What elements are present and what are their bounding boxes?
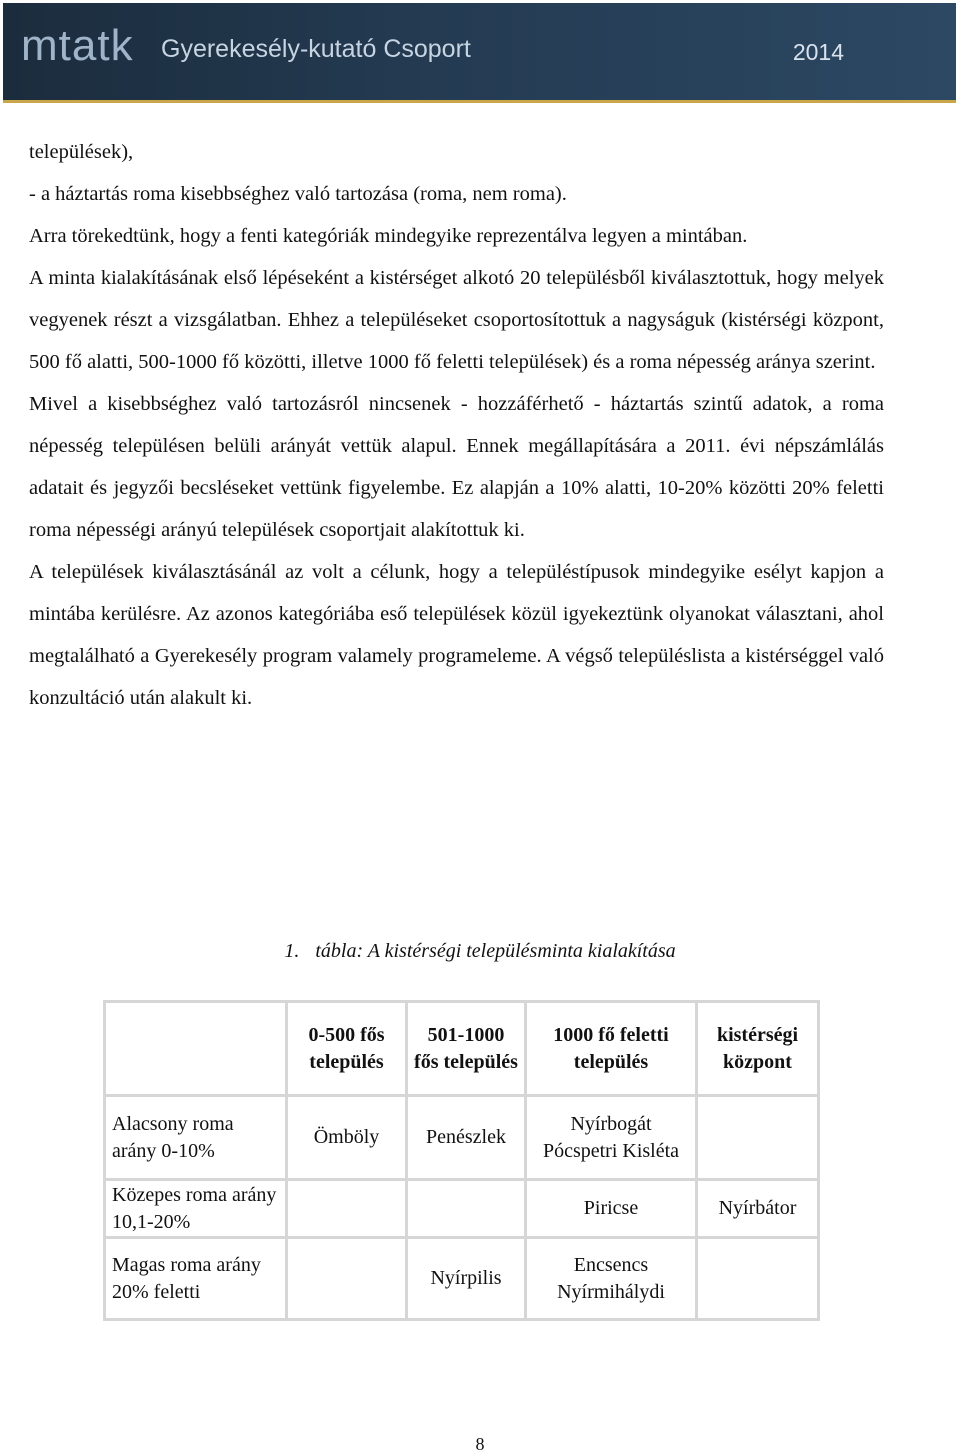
- header-cell: 0-500 fős település: [287, 1002, 407, 1096]
- caption-text: tábla: A kistérségi településminta kialakítása: [315, 940, 676, 962]
- table-cell: [287, 1180, 407, 1238]
- table-header-row: [105, 1002, 819, 1096]
- paragraph: A minta kialakításának első lépéseként a kistérséget alkotó 20 településből kiválasztottuk, hogy melyek vegyenek részt a vizsgálatban. Ehhez a településeket csoportosítottuk a nagyságuk (kistérségi központ, 500 fő alatti, 500-1000 fő közötti, illetve 1000 fő feletti települések) és a roma népesség aránya szerint.: [29, 267, 884, 373]
- header-year: 2014: [792, 39, 844, 65]
- table-row: [105, 1238, 819, 1320]
- paragraph: Mivel a kisebbséghez való tartozásról nincsenek - hozzáférhető - háztartás szintű adatok, a roma népesség településen belüli arányát vettük alapul. Ennek megállapítására a 2011. évi népszámlálás adatait és jegyzői becsléseket vettünk figyelembe. Ez alapján a 10% alatti, 10-20% közötti 20% feletti roma népességi arányú települések csoportjait alakítottuk ki.: [29, 393, 884, 541]
- header-subtitle: Gyerekesély-kutató Csoport: [161, 35, 471, 63]
- table-cell: [697, 1238, 819, 1320]
- header-banner: [3, 3, 956, 100]
- paragraph: - a háztartás roma kisebbséghez való tartozása (roma, nem roma).: [29, 183, 567, 205]
- table-cell: [407, 1180, 526, 1238]
- header-cell: 1000 fő feletti település: [526, 1002, 697, 1096]
- table-cell: Nyírbátor: [697, 1180, 819, 1238]
- table-cell: [697, 1096, 819, 1180]
- paragraph: Arra törekedtünk, hogy a fenti kategóriák mindegyike reprezentálva legyen a mintában.: [29, 225, 748, 247]
- table-row: [105, 1096, 819, 1180]
- table-cell: Piricse: [526, 1180, 697, 1238]
- paragraph: települések),: [29, 141, 134, 163]
- sample-table: [103, 1000, 820, 1321]
- row-label: Magas roma arány 20% feletti: [105, 1238, 287, 1320]
- table-cell: Penészlek: [407, 1096, 526, 1180]
- row-label: Közepes roma arány 10,1-20%: [105, 1180, 287, 1238]
- header-cell: 501-1000 fős település: [407, 1002, 526, 1096]
- caption-number: 1.: [284, 940, 300, 962]
- body-text: [29, 131, 884, 719]
- table-caption: [0, 940, 960, 963]
- table-cell: Nyírpilis: [407, 1238, 526, 1320]
- row-label: Alacsony roma arány 0-10%: [105, 1096, 287, 1180]
- table-row: [105, 1180, 819, 1238]
- paragraph: A települések kiválasztásánál az volt a célunk, hogy a településtípusok mindegyike esélyt kapjon a mintába kerülésre. Az azonos kategóriába eső települések közül igyekeztünk olyanokat választani, ahol megtalálható a Gyerekesély program valamely programeleme. A végső településlista a kistérséggel való konzultáció után alakult ki.: [29, 561, 884, 709]
- logo: mtatk: [21, 21, 134, 70]
- table-cell: [287, 1238, 407, 1320]
- header-rule: [3, 100, 956, 103]
- table-cell: Encsencs Nyírmihálydi: [526, 1238, 697, 1320]
- table-cell: Nyírbogát Pócspetri Kisléta: [526, 1096, 697, 1180]
- table-corner-cell: [105, 1002, 287, 1096]
- header-cell: kistérségi központ: [697, 1002, 819, 1096]
- table-cell: Ömböly: [287, 1096, 407, 1180]
- page-number: 8: [475, 1434, 485, 1454]
